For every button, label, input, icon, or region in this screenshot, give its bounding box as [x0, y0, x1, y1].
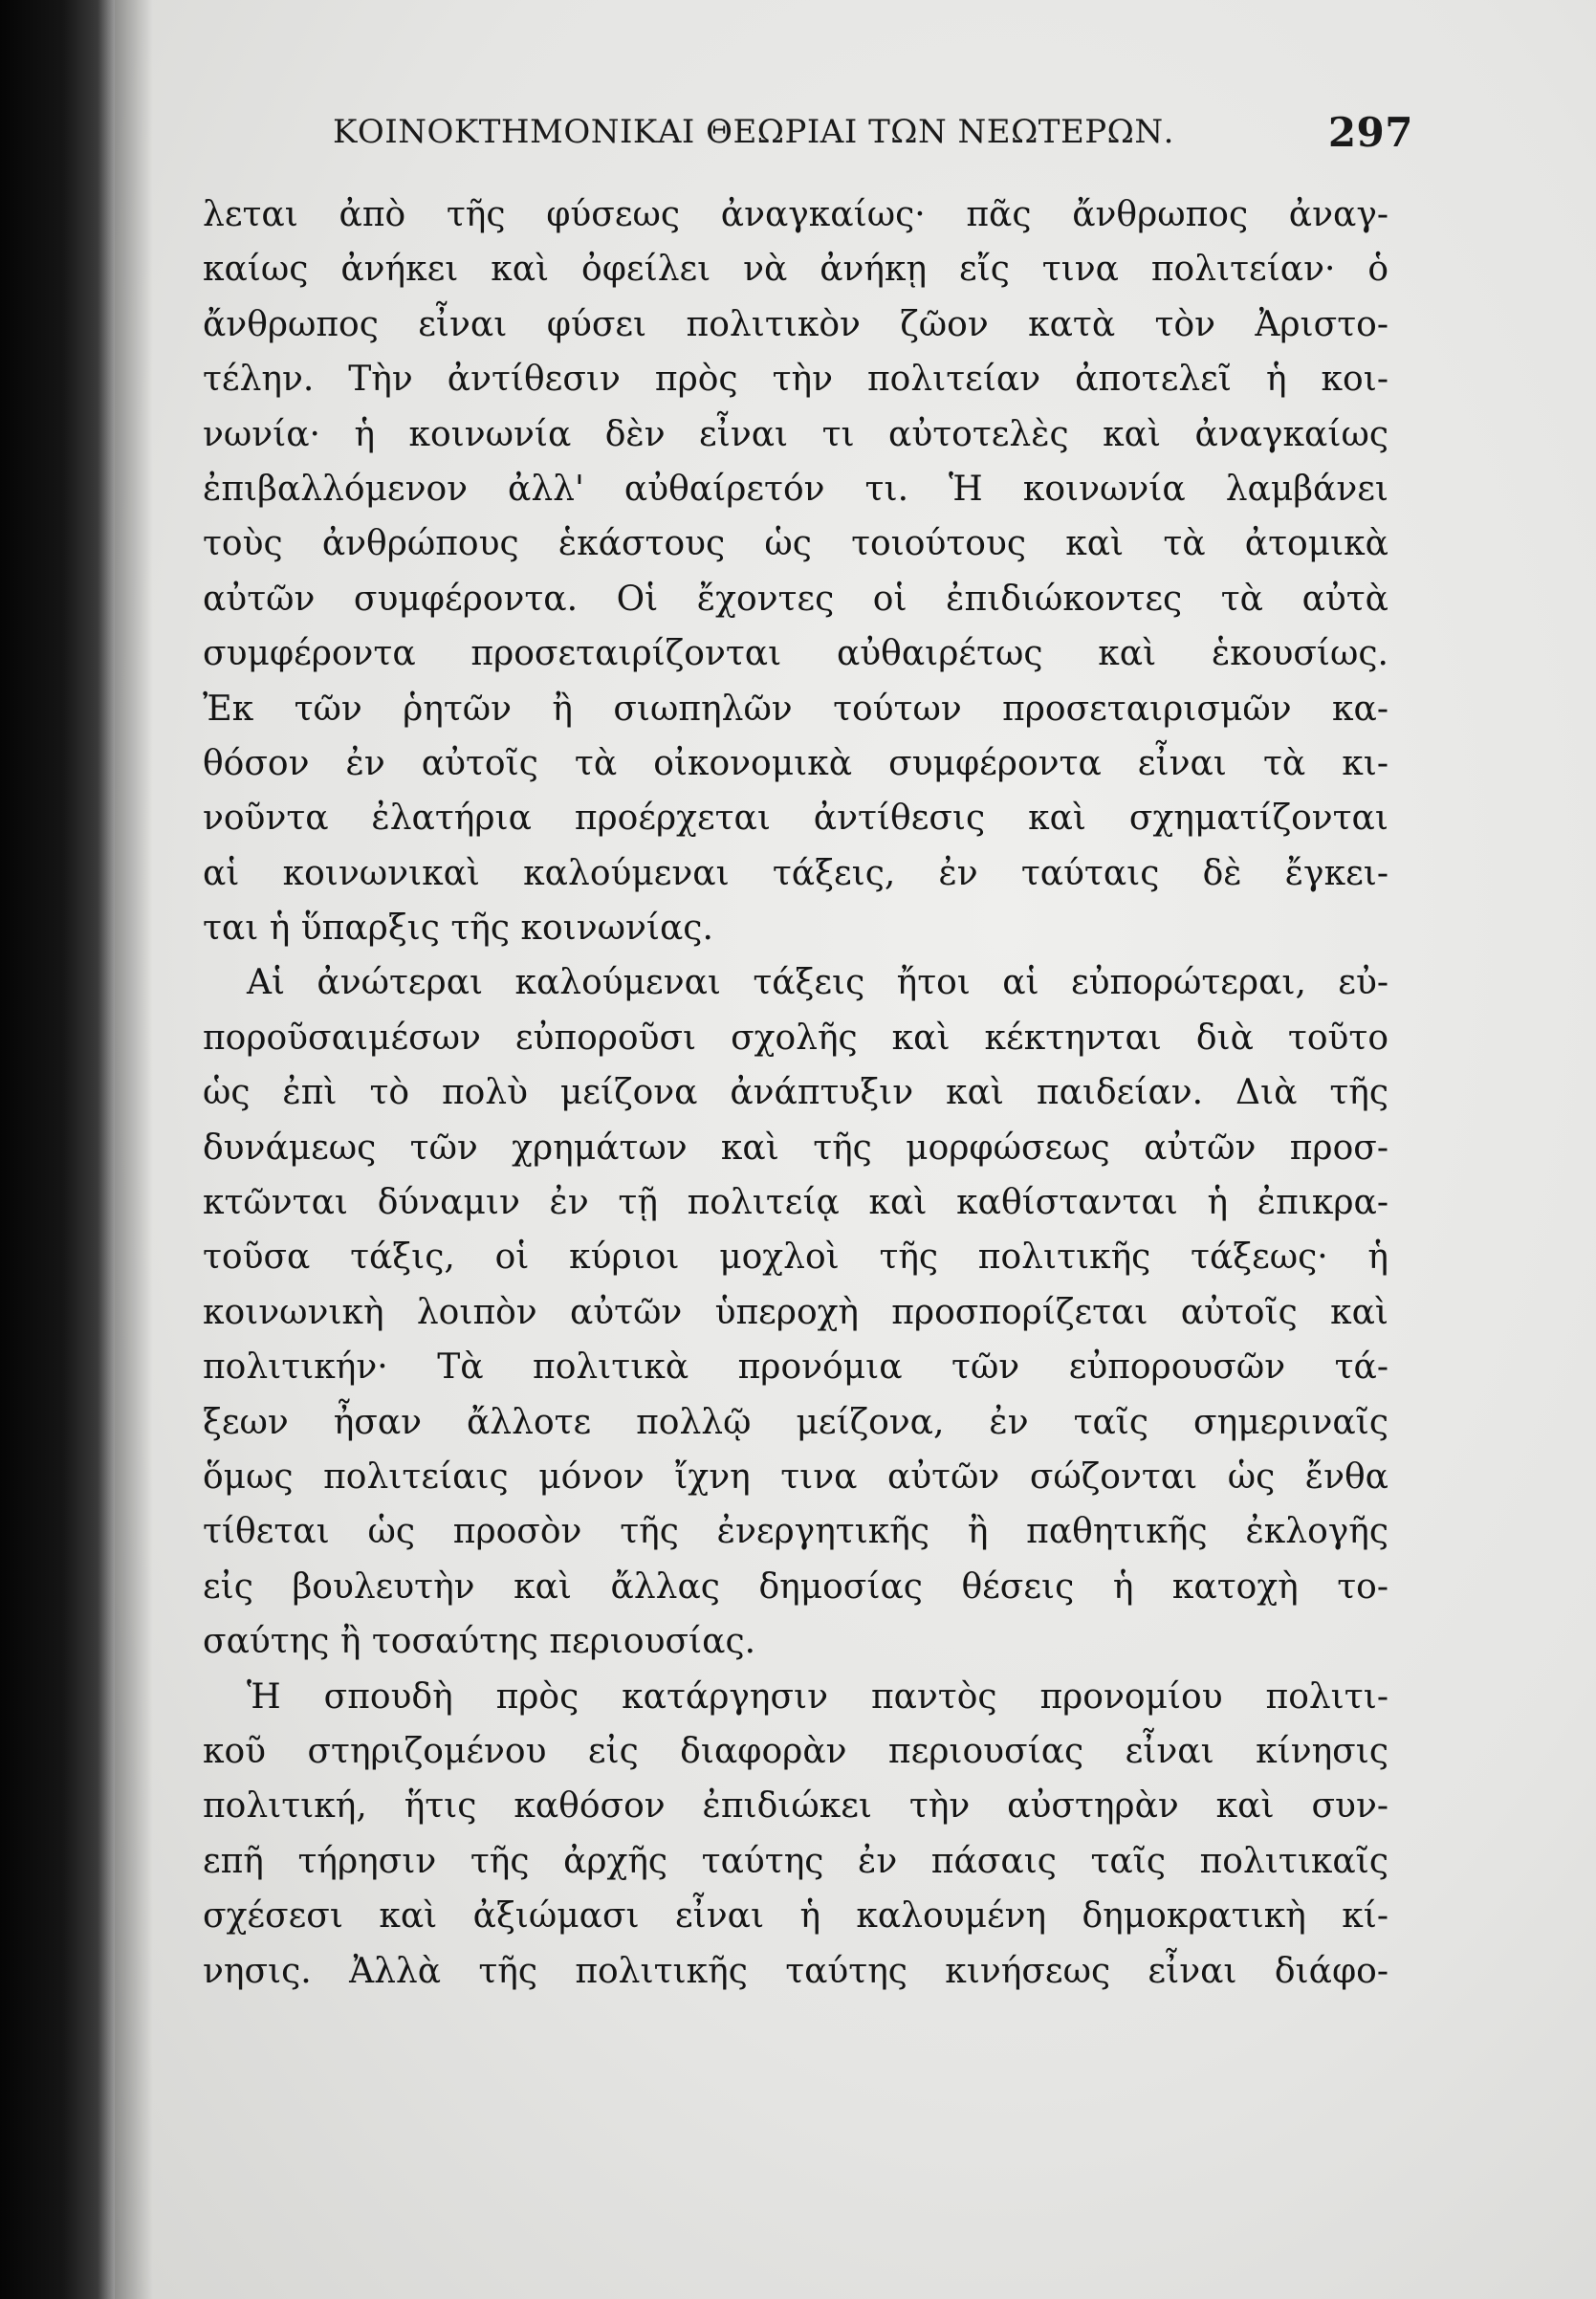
- paragraph-first-line: Αἱ ἀνώτεραι καλούμεναι τάξεις ἤτοι αἱ εὐπορώτεραι, εὐ-: [247, 963, 1388, 1003]
- text-line: Ἐκ τῶν ῥητῶν ἢ σιωπηλῶν τούτων προσεταιρισμῶν κα-: [203, 689, 1388, 729]
- gutter-shadow: [115, 0, 153, 2299]
- paragraph-first-line: Ἡ σπουδὴ πρὸς κατάργησιν παντὸς προνομίου πολιτι-: [247, 1676, 1388, 1717]
- text-line: κτῶνται δύναμιν ἐν τῇ πολιτείᾳ καὶ καθίστανται ἡ ἐπικρα-: [203, 1183, 1388, 1223]
- text-line: αὐτῶν συμφέροντα. Οἱ ἔχοντες οἱ ἐπιδιώκοντες τὰ αὐτὰ: [203, 579, 1388, 619]
- text-line: κοῦ στηριζομένου εἰς διαφορὰν περιουσίας εἶναι κίνησις: [203, 1731, 1388, 1771]
- text-line: τοῦσα τάξις, οἱ κύριοι μοχλοὶ τῆς πολιτικῆς τάξεως· ἡ: [203, 1237, 1388, 1278]
- text-line: κοινωνικὴ λοιπὸν αὐτῶν ὑπεροχὴ προσπορίζεται αὐτοῖς καὶ: [203, 1292, 1388, 1332]
- text-line: σχέσεσι καὶ ἀξιώμασι εἶναι ἡ καλουμένη δημοκρατικὴ κί-: [203, 1896, 1388, 1937]
- text-line: συμφέροντα προσεταιρίζονται αὐθαιρέτως καὶ ἑκουσίως.: [203, 634, 1388, 674]
- text-line: επῆ τήρησιν τῆς ἀρχῆς ταύτης ἐν πάσαις ταῖς πολιτικαῖς: [203, 1841, 1388, 1881]
- text-line: θόσον ἐν αὐτοῖς τὰ οἰκονομικὰ συμφέροντα εἶναι τὰ κι-: [203, 743, 1388, 783]
- text-line: λεται ἀπὸ τῆς φύσεως ἀναγκαίως· πᾶς ἄνθρωπος ἀναγ-: [203, 195, 1388, 234]
- page-sheet: [115, 0, 1596, 2299]
- text-line: αἱ κοινωνικαὶ καλούμεναι τάξεις, ἐν ταύταις δὲ ἔγκει-: [203, 853, 1388, 893]
- text-line: ὅμως πολιτείαις μόνον ἴχνη τινα αὐτῶν σώζονται ὡς ἔνθα: [203, 1456, 1388, 1497]
- text-line: νοῦντα ἐλατήρια προέρχεται ἀντίθεσις καὶ σχηματίζονται: [203, 799, 1388, 839]
- text-line: εἰς βουλευτὴν καὶ ἄλλας δημοσίας θέσεις ἡ κατοχὴ το-: [203, 1566, 1388, 1607]
- text-line: ἐπιβαλλόμενον ἀλλ' αὐθαίρετόν τι. Ἡ κοινωνία λαμβάνει: [203, 469, 1388, 509]
- running-head-title: ΚΟΙΝΟΚΤΗΜΟΝΙΚΑΙ ΘΕΩΡΙΑΙ ΤΩΝ ΝΕΩΤΕΡΩΝ.: [333, 113, 1174, 151]
- text-line: πολιτική, ἥτις καθόσον ἐπιδιώκει τὴν αὐστηρὰν καὶ συν-: [203, 1786, 1388, 1827]
- text-line: ἄνθρωπος εἶναι φύσει πολιτικὸν ζῶον κατὰ τὸν Ἀριστο-: [203, 304, 1388, 344]
- text-line: πολιτικήν· Τὰ πολιτικὰ προνόμια τῶν εὐπορουσῶν τά-: [203, 1347, 1388, 1388]
- running-head: [333, 109, 1413, 161]
- text-line: ποροῦσαιμέσων εὐποροῦσι σχολῆς καὶ κέκτηνται διὰ τοῦτο: [203, 1018, 1388, 1058]
- text-line: νωνία· ἡ κοινωνία δὲν εἶναι τι αὐτοτελὲς καὶ ἀναγκαίως: [203, 414, 1388, 454]
- text-line: τίθεται ὡς προσὸν τῆς ἐνεργητικῆς ἢ παθητικῆς ἐκλογῆς: [203, 1512, 1388, 1552]
- paragraph-last-line: ται ἡ ὕπαρξις τῆς κοινωνίας.: [203, 909, 713, 949]
- book-binding-edge: [0, 0, 115, 2299]
- text-line: δυνάμεως τῶν χρημάτων καὶ τῆς μορφώσεως αὐτῶν προσ-: [203, 1128, 1388, 1168]
- text-line: τέλην. Τὴν ἀντίθεσιν πρὸς τὴν πολιτείαν ἀποτελεῖ ἡ κοι-: [203, 360, 1388, 400]
- text-line: ὡς ἐπὶ τὸ πολὺ μείζονα ἀνάπτυξιν καὶ παιδείαν. Διὰ τῆς: [203, 1073, 1388, 1113]
- body-text: [203, 187, 1388, 1999]
- text-line: τοὺς ἀνθρώπους ἑκάστους ὡς τοιούτους καὶ τὰ ἀτομικὰ: [203, 524, 1388, 564]
- paragraph-last-line: σαύτης ἢ τοσαύτης περιουσίας.: [203, 1622, 756, 1662]
- page-number: 297: [1327, 109, 1413, 156]
- text-line: καίως ἀνήκει καὶ ὀφείλει νὰ ἀνήκῃ εἴς τινα πολιτείαν· ὁ: [203, 250, 1388, 290]
- text-line: νησις. Ἀλλὰ τῆς πολιτικῆς ταύτης κινήσεως εἶναι διάφο-: [203, 1951, 1388, 1991]
- text-line: ξεων ἦσαν ἄλλοτε πολλῷ μείζονα, ἐν ταῖς σημεριναῖς: [203, 1402, 1388, 1442]
